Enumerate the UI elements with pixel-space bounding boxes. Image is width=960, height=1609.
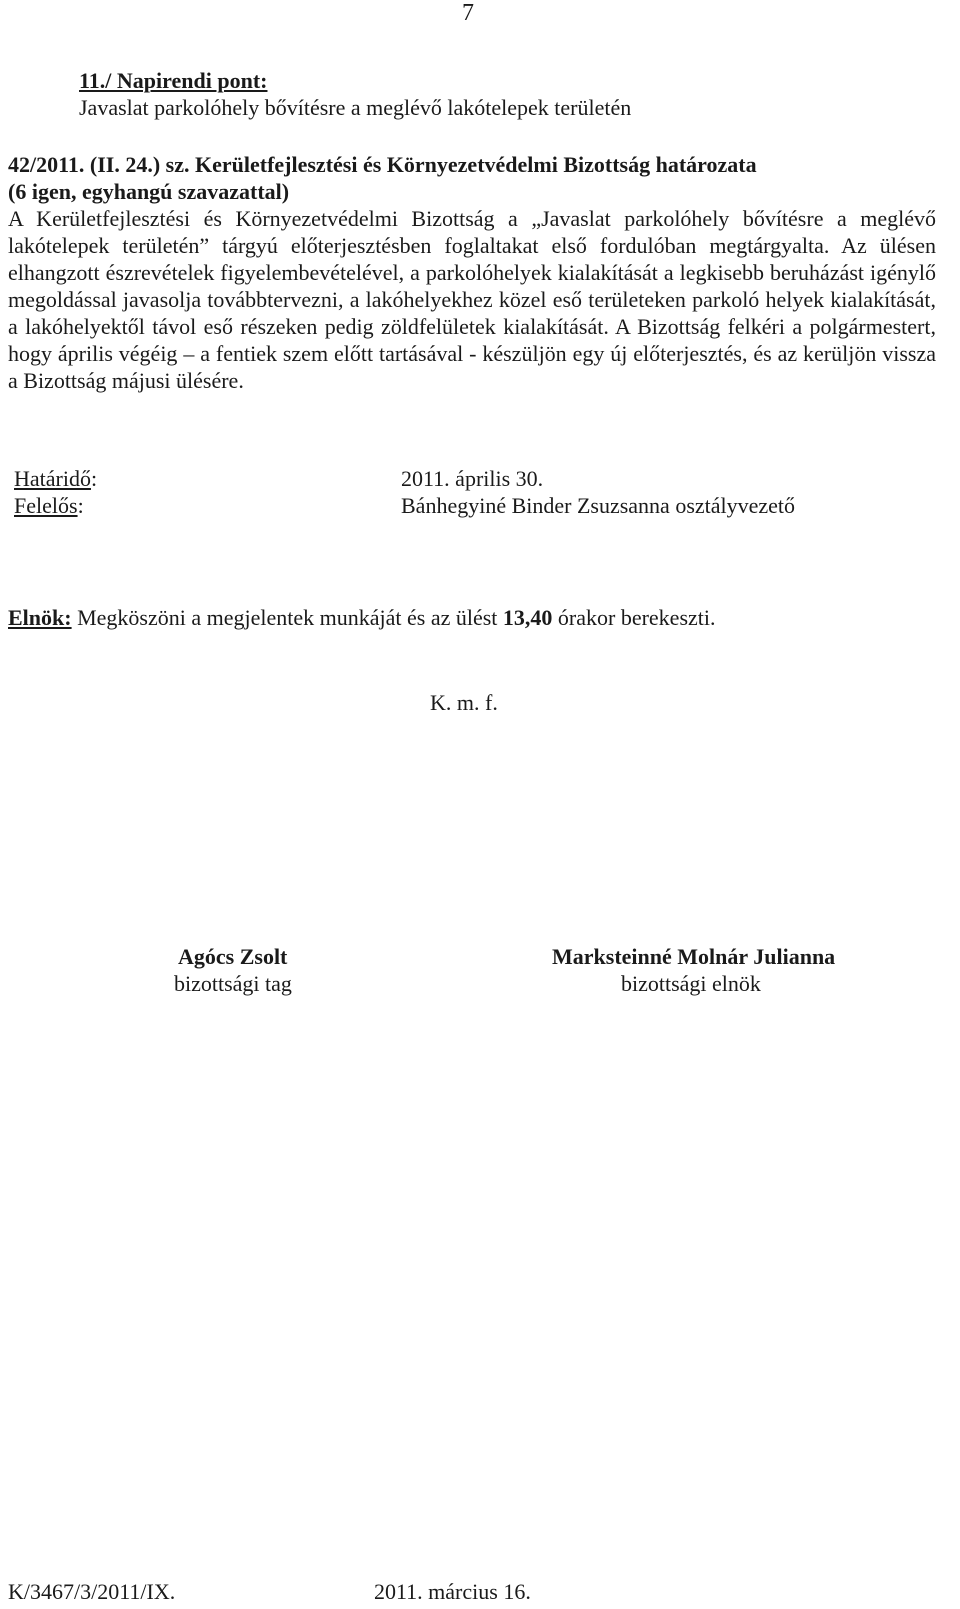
agenda-item-subject: Javaslat parkolóhely bővítésre a meglévő lakótelepek területén bbox=[79, 95, 632, 120]
closing-statement bbox=[8, 604, 716, 631]
signature-right-role: bizottsági elnök bbox=[621, 971, 761, 996]
closing-time: 13,40 bbox=[502, 605, 553, 630]
responsible-value: Bánhegyiné Binder Zsuzsanna osztályvezető bbox=[401, 493, 796, 518]
closing-text-after: órakor berekeszti. bbox=[552, 605, 716, 630]
responsible-label: Felelős bbox=[14, 493, 78, 518]
footer-date: 2011. március 16. bbox=[374, 1579, 531, 1604]
responsible-colon: : bbox=[77, 493, 84, 518]
signature-right-name: Marksteinné Molnár Julianna bbox=[552, 944, 836, 969]
signature-left-name: Agócs Zsolt bbox=[178, 944, 288, 969]
deadline-colon: : bbox=[90, 466, 98, 491]
page-number: 7 bbox=[462, 0, 474, 26]
vote-result: (6 igen, egyhangú szavazattal) bbox=[8, 179, 290, 204]
kmf-mark: K. m. f. bbox=[430, 690, 498, 715]
agenda-item-heading: 11./ Napirendi pont: bbox=[79, 68, 268, 93]
deadline-label-group bbox=[14, 465, 97, 492]
responsible-label-group bbox=[14, 492, 84, 519]
signature-left-role: bizottsági tag bbox=[174, 971, 292, 996]
footer-reference: K/3467/3/2011/IX. bbox=[8, 1579, 176, 1604]
resolution-body: A Kerületfejlesztési és Környezetvédelmi Bizottság a „Javaslat parkolóhely bővítésre a meglévő lakótelepek területén” tárgyú előterjesztésben foglaltakat első fordulóban megtárgyalta. Az ülésen elhangzott észrevételek figyelembevételével, a parkolóhelyek kialakítását a legkisebb beruházást igénylő megoldással javasolja továbbtervezni, a lakóhelyekhez közel eső területeken parkoló helyek kialakítását, a lakóhelyektől távol eső részeken pedig zöldfelületek kialakítását. A Bizottság felkéri a polgármestert, hogy április végéig – a fentiek szem előtt tartásával - készüljön egy új előterjesztés, és az kerüljön vissza a Bizottság májusi ülésére. bbox=[8, 206, 936, 393]
deadline-value: 2011. április 30. bbox=[401, 466, 544, 491]
closing-label: Elnök: bbox=[8, 605, 72, 630]
deadline-label: Határidő bbox=[14, 466, 91, 491]
resolution-title: 42/2011. (II. 24.) sz. Kerületfejlesztési és Környezetvédelmi Bizottság határozata bbox=[8, 152, 757, 177]
closing-text-before: Megköszöni a megjelentek munkáját és az ülést bbox=[71, 605, 503, 630]
